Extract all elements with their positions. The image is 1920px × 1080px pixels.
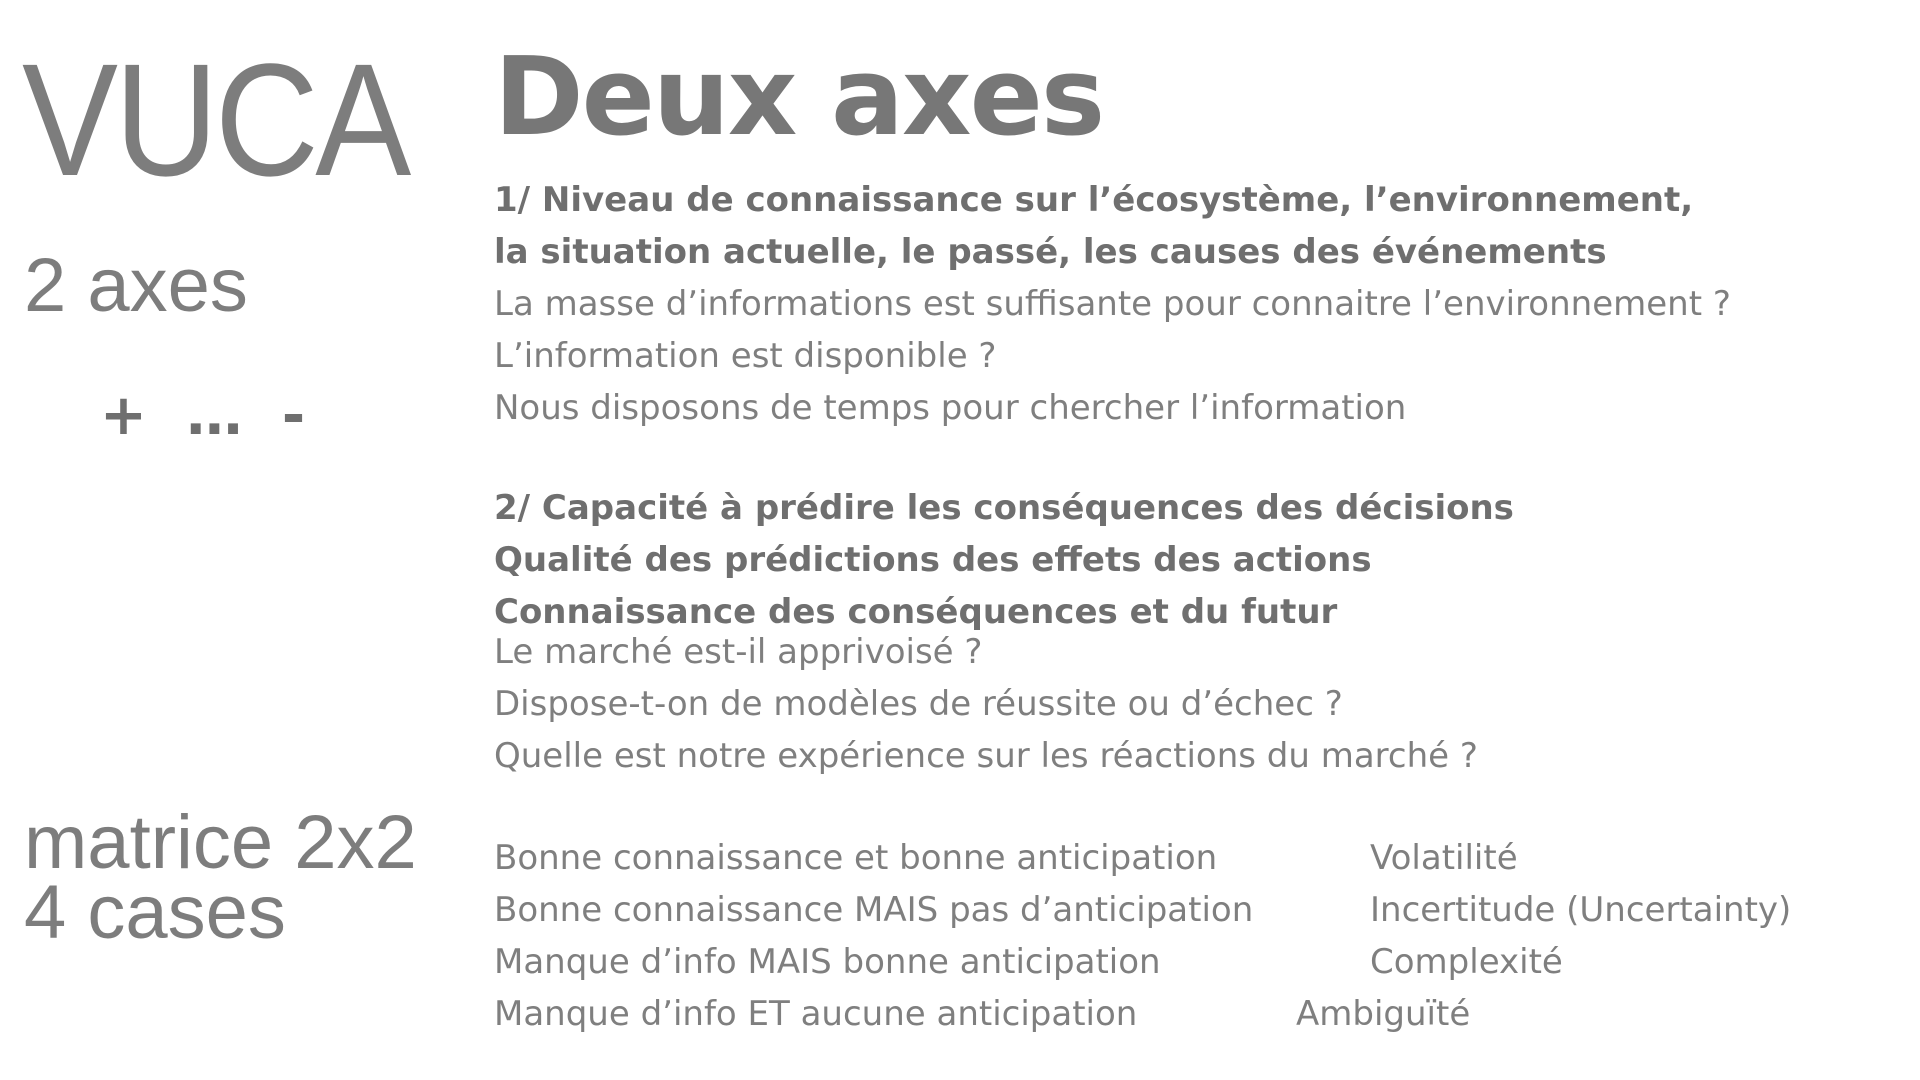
axis2-question: Dispose-t-on de modèles de réussite ou d’échec ?	[494, 684, 1343, 724]
matrix-label-line1: matrice 2x2	[24, 800, 417, 885]
scale-symbols: + … -	[100, 383, 306, 448]
matrix-case: Manque d’info MAIS bonne anticipation	[494, 942, 1161, 982]
axis1-question: Nous disposons de temps pour chercher l’information	[494, 388, 1407, 428]
matrix-label-uncertainty: Incertitude (Uncertainty)	[1370, 890, 1792, 930]
matrix-label-ambiguity	[1296, 988, 1470, 1040]
axis2-section	[494, 482, 1514, 638]
axis1-heading-line: 1/ Niveau de connaissance sur l’écosystème, l’environnement,	[494, 180, 1694, 220]
axis2-question: Le marché est-il apprivoisé ?	[494, 632, 983, 672]
page-title: Deux axes	[494, 35, 1104, 160]
matrix-label	[24, 800, 417, 955]
axis1-question: L’information est disponible ?	[494, 336, 997, 376]
matrix-labels	[1370, 832, 1791, 988]
axes-count-label: 2 axes	[24, 243, 248, 328]
matrix-label-line2: 4 cases	[24, 870, 286, 955]
axis1-question: La masse d’informations est suffisante pour connaitre l’environnement ?	[494, 284, 1731, 324]
axis1-section	[494, 174, 1731, 434]
vuca-heading: VUCA	[22, 30, 408, 209]
axis2-questions	[494, 626, 1478, 782]
axis1-heading-line: la situation actuelle, le passé, les causes des événements	[494, 232, 1607, 272]
matrix-label-complexity: Complexité	[1370, 942, 1563, 982]
matrix-label-ambiguity-text: Ambiguïté	[1296, 994, 1471, 1034]
axis2-question: Quelle est notre expérience sur les réactions du marché ?	[494, 736, 1478, 776]
axis2-heading-line: 2/ Capacité à prédire les conséquences des décisions	[494, 488, 1514, 528]
matrix-label-volatility: Volatilité	[1370, 838, 1518, 878]
matrix-cases	[494, 832, 1253, 1040]
axis2-heading-line: Qualité des prédictions des effets des actions	[494, 540, 1372, 580]
matrix-case: Bonne connaissance MAIS pas d’anticipation	[494, 890, 1254, 930]
matrix-case: Manque d’info ET aucune anticipation	[494, 994, 1138, 1034]
axis2-heading-line: Connaissance des conséquences et du futur	[494, 592, 1338, 632]
matrix-case: Bonne connaissance et bonne anticipation	[494, 838, 1218, 878]
